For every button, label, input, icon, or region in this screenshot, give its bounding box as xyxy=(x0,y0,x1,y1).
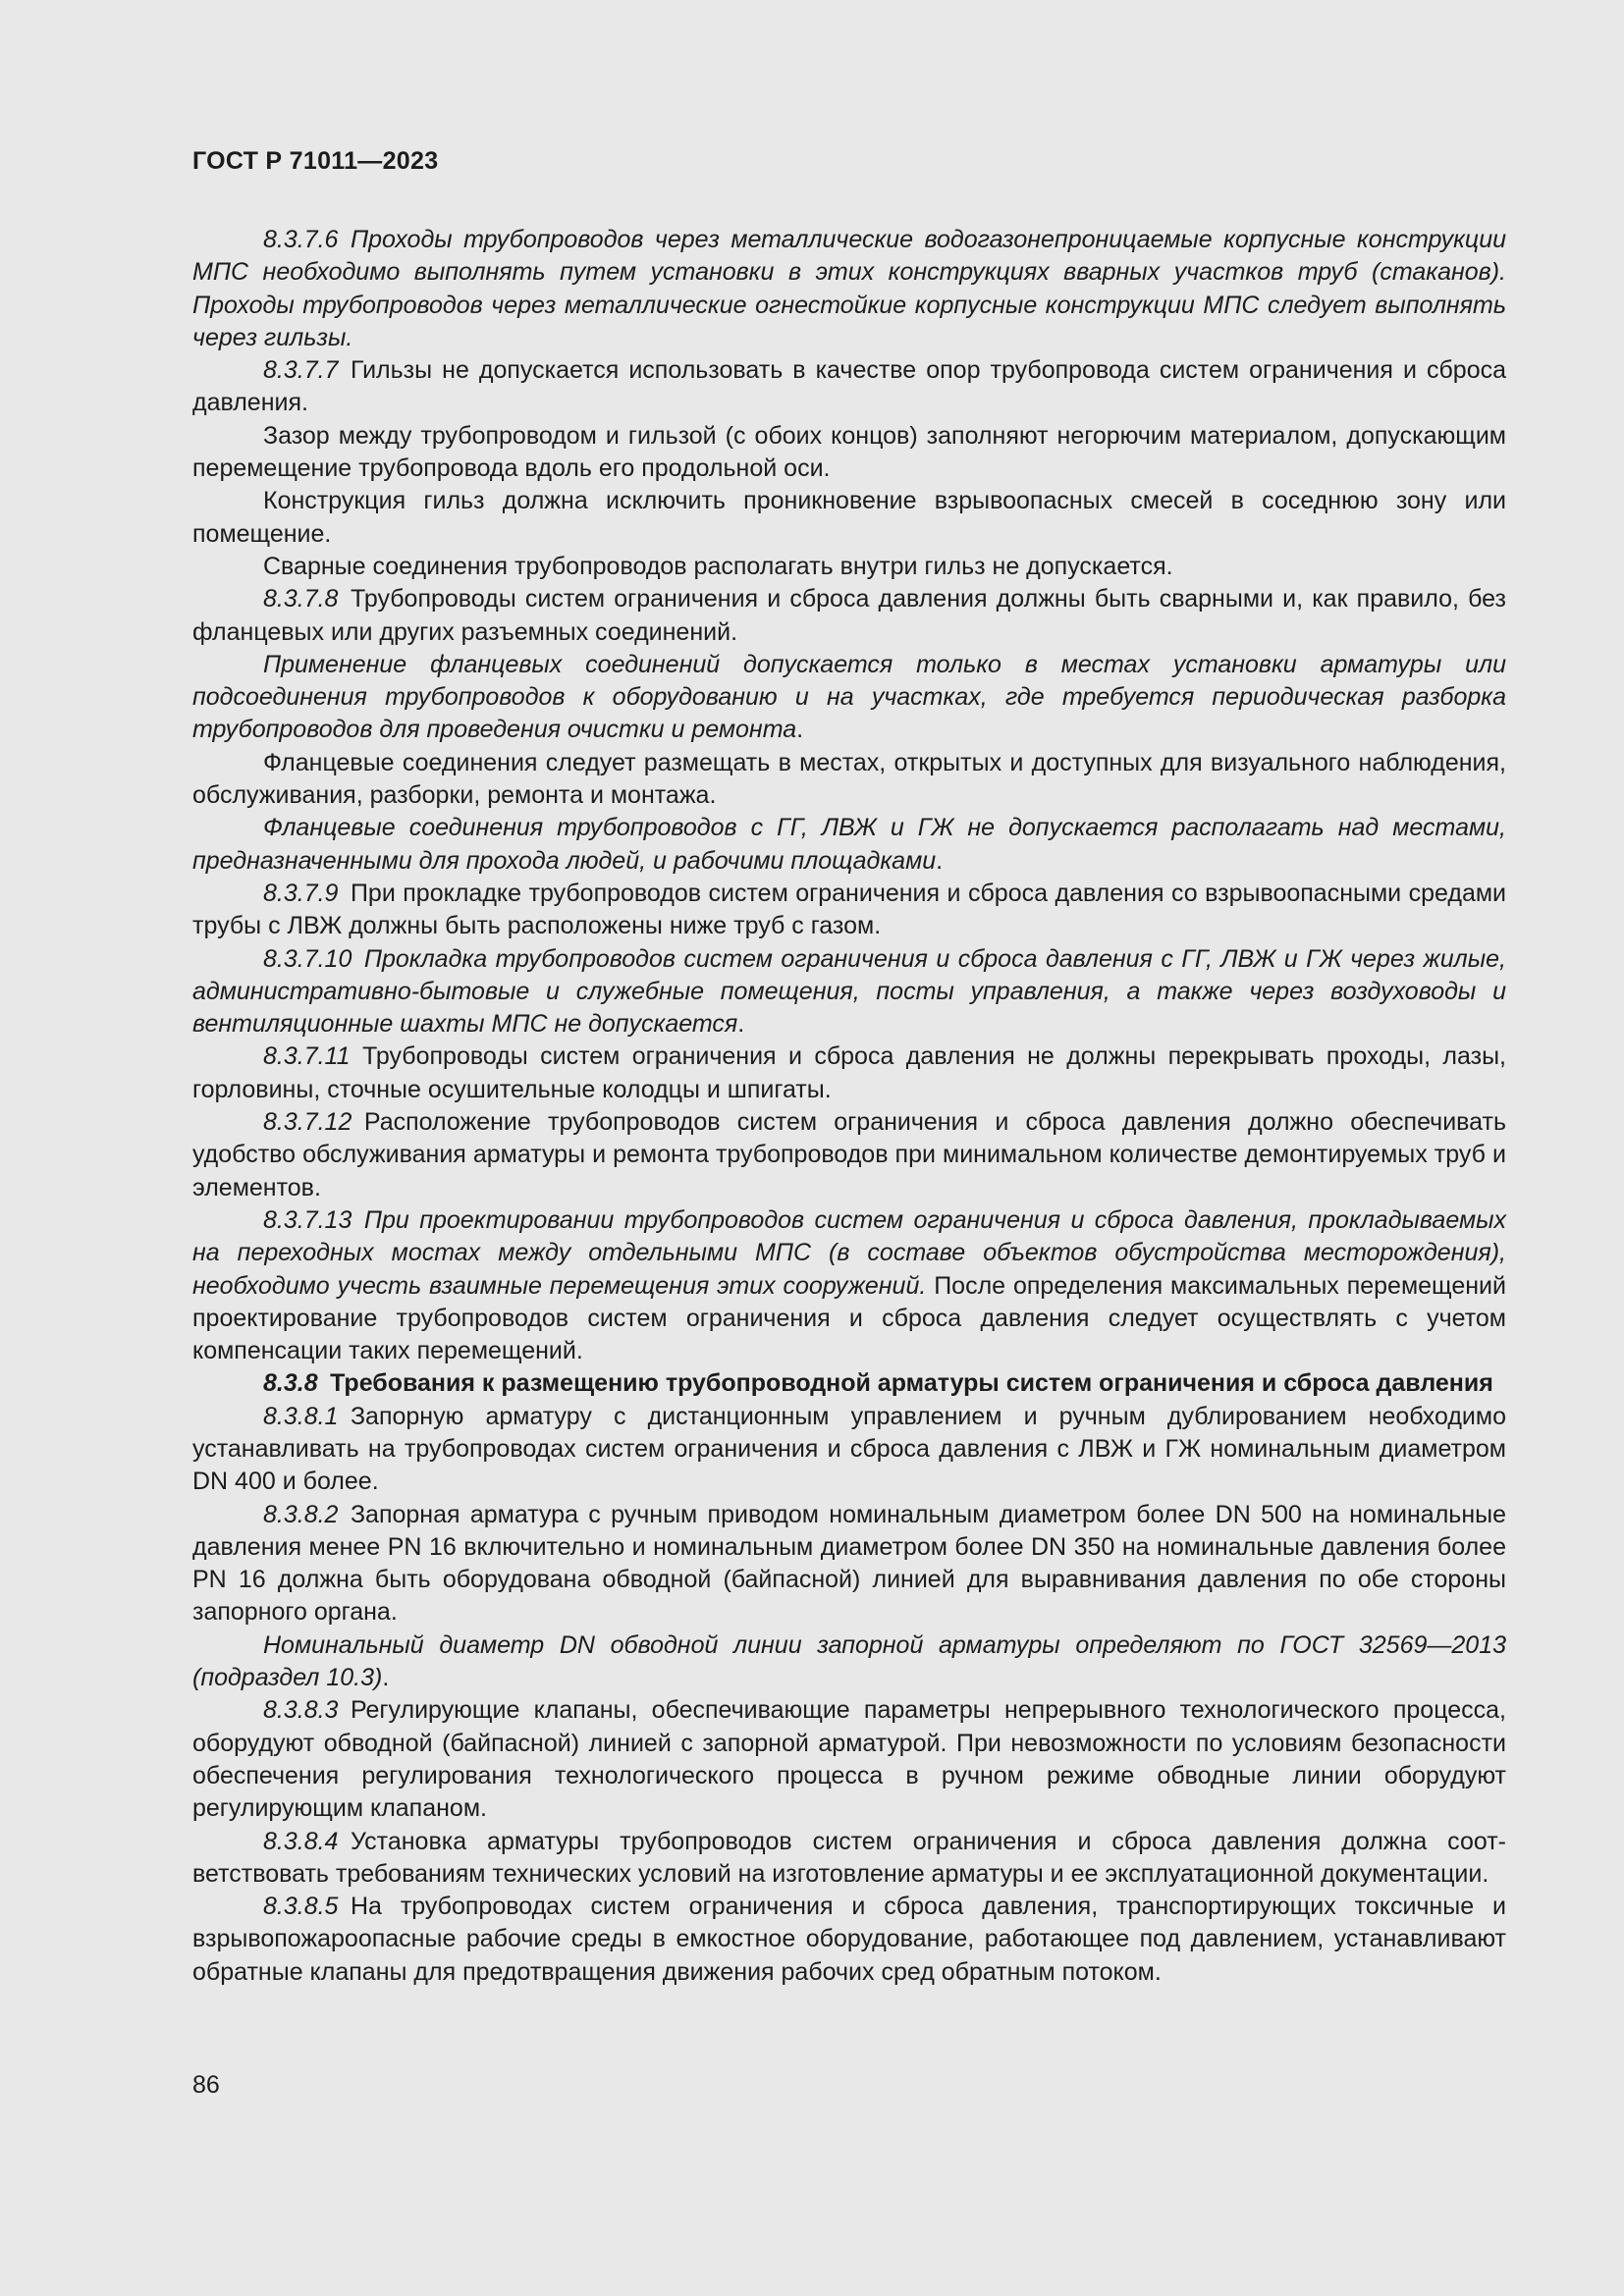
paragraph xyxy=(192,1401,1506,1499)
paragraph-text: Фланцевые соединения трубопроводов с ГГ, ЛВЖ и ГЖ не допускается располагать над местами, предназначенными для прохода людей, и рабочими площадками xyxy=(192,814,1506,875)
paragraph xyxy=(192,878,1506,943)
clause-number: 8.3.7.10 xyxy=(263,944,352,973)
paragraph-text: Установка арматуры трубопроводов систем ограничения и сброса давления должна соответствовать требованиям технических условий на изготовление арматуры и ее эксплуатационной документации. xyxy=(192,1827,1506,1888)
clause-number: 8.3.7.9 xyxy=(263,879,339,907)
paragraph-text: Запорную арматуру с дистанционным управлением и ручным дублированием необходимо устанавливать на трубопроводах систем ограничения и сброса давления с ЛВЖ и ГЖ номинальным диаметром DN 400 и более. xyxy=(192,1402,1506,1496)
paragraph xyxy=(192,583,1506,649)
paragraph xyxy=(192,1106,1506,1204)
paragraph-text: Расположение трубопроводов систем ограничения и сброса давления должно обеспечивать удобство обслуживания арматуры и ремонта трубопроводов при минимальном количестве демонтируемых труб и элементов. xyxy=(192,1108,1506,1201)
clause-number: 8.3.7.13 xyxy=(263,1205,352,1234)
paragraph-text: Проходы трубопроводов через металлические водогазонепроницаемые корпусные конструкции МПС необходимо выполнять путем установки в этих конструкциях вварных участков труб (стаканов). Проходы трубопроводов через металлические огнестойкие корпусные конструкции МПС следует выполнять через гильзы. xyxy=(192,226,1506,351)
paragraph xyxy=(192,551,1506,583)
paragraph-text: Зазор между трубопроводом и гильзой (с обоих концов) заполняют негорючим материалом, допускающим перемещение трубопровода вдоль его продольной оси. xyxy=(192,421,1506,483)
clause-number: 8.3.7.11 xyxy=(263,1042,351,1071)
paragraph-text: Трубопроводы систем ограничения и сброса давления должны быть сварными и, как правило, без фланцевых или других разъемных соединений. xyxy=(192,585,1506,646)
clause-number: 8.3.7.12 xyxy=(263,1108,352,1137)
paragraph-text: На трубопроводах систем ограничения и сброса давления, транспортирующих токсичные и взрывопожароопасные рабочие среды в емкостное оборудование, работающее под давлением, устанавливают обратные клапаны для предотвращения движения рабочих сред обратным потоком. xyxy=(192,1893,1506,1986)
paragraph-text: При проектировании трубопроводов систем ограничения и сброса давления, прокладываемых на переходных мостах между отдельными МПС (в составе объектов обустройства месторождения), необходимо учесть взаимные перемещения этих сооружений. xyxy=(192,1205,1506,1300)
clause-number: 8.3.8.3 xyxy=(263,1696,339,1725)
page-number: 86 xyxy=(192,2071,220,2099)
paragraph-text: . xyxy=(796,716,804,744)
paragraph xyxy=(192,1694,1506,1825)
paragraph xyxy=(192,943,1506,1041)
document-header: ГОСТ Р 71011—2023 xyxy=(192,147,439,175)
paragraph-text: Требования к размещению трубопроводной арматуры систем ограничения и сброса давления xyxy=(330,1369,1493,1398)
paragraph-text: Регулирующие клапаны, обеспечивающие параметры непрерывного технологического процесса, оборудуют обводной (байпасной) линией с запорной арматурой. При невозможности по условиям безопасности обеспечения регулирования технологического процесса в ручном режиме обводные линии оборудуют регулирующим клапаном. xyxy=(192,1696,1506,1823)
paragraph-text: При прокладке трубопроводов систем ограничения и сброса давления со взрывоопасными средами трубы с ЛВЖ должны быть расположены ниже труб с газом. xyxy=(192,879,1506,940)
paragraph-text: Прокладка трубопроводов систем ограничения и сброса давления с ГГ, ЛВЖ и ГЖ через жилые, административно-бытовые и служебные помещения, посты управления, а также через воздуховоды и вентиляционные шахты МПС не допускается xyxy=(192,944,1506,1039)
paragraph xyxy=(192,1629,1506,1695)
clause-number: 8.3.7.8 xyxy=(263,585,339,614)
paragraph-text: . xyxy=(936,846,944,875)
paragraph xyxy=(192,1499,1506,1629)
paragraph xyxy=(192,649,1506,747)
paragraph-text: Трубопроводы систем ограничения и сброса давления не должны перекрывать проходы, лазы, горловины, сточные осушительные колодцы и шпигаты. xyxy=(192,1042,1506,1103)
paragraph xyxy=(192,1041,1506,1106)
clause-number: 8.3.8.1 xyxy=(263,1402,339,1430)
clause-number: 8.3.7.6 xyxy=(263,226,339,253)
clause-number: 8.3.8 xyxy=(263,1369,318,1398)
paragraph xyxy=(192,812,1506,878)
clause-number: 8.3.8.4 xyxy=(263,1827,339,1855)
paragraph-text: Гильзы не допускается использовать в качестве опор трубопровода систем ограничения и сброса давления. xyxy=(192,356,1506,417)
paragraph-text: Фланцевые соединения следует размещать в местах, открытых и доступных для визуального наблюдения, обслуживания, разборки, ремонта и монтажа. xyxy=(192,748,1506,810)
paragraph-text: Применение фланцевых соединений допускается только в местах установки арматуры или подсоединения трубопроводов к оборудованию и на участках, где требуется периодическая разборка трубопроводов для проведения очистки и ремонта xyxy=(192,650,1506,744)
paragraph xyxy=(192,1204,1506,1367)
document-body xyxy=(192,224,1506,1989)
paragraph-text: Запорная арматура с ручным приводом номинальным диаметром более DN 500 на номинальные давления менее PN 16 включительно и номинальным диаметром более DN 350 на номинальные давления более PN 16 должна быть оборудована обводной (байпасной) линией для выравнивания давления по обе стороны запорного органа. xyxy=(192,1500,1506,1627)
paragraph xyxy=(192,354,1506,420)
paragraph-text: Номинальный диаметр DN обводной линии запорной арматуры определяют по ГОСТ 32569—2013 (подраздел 10.3) xyxy=(192,1630,1506,1692)
clause-number: 8.3.8.2 xyxy=(263,1500,339,1528)
paragraph xyxy=(192,485,1506,551)
paragraph-text: . xyxy=(737,1010,745,1039)
paragraph-text: . xyxy=(382,1664,390,1692)
paragraph-text: После определения максимальных перемещений проектирование трубопроводов систем ограничения и сброса давления следует осуществлять с учетом компенсации таких перемещений. xyxy=(192,1271,1506,1365)
section-heading xyxy=(192,1367,1506,1400)
paragraph xyxy=(192,1891,1506,1989)
clause-number: 8.3.8.5 xyxy=(263,1893,339,1921)
paragraph-text: Сварные соединения трубопроводов располагать внутри гильз не допускается. xyxy=(263,552,1173,580)
paragraph xyxy=(192,420,1506,486)
paragraph-text: Конструкция гильз должна исключить проникновение взрывоопасных смесей в соседнюю зону или помещение. xyxy=(192,487,1506,548)
paragraph xyxy=(192,1826,1506,1892)
paragraph xyxy=(192,224,1506,354)
paragraph xyxy=(192,747,1506,813)
clause-number: 8.3.7.7 xyxy=(263,356,339,385)
